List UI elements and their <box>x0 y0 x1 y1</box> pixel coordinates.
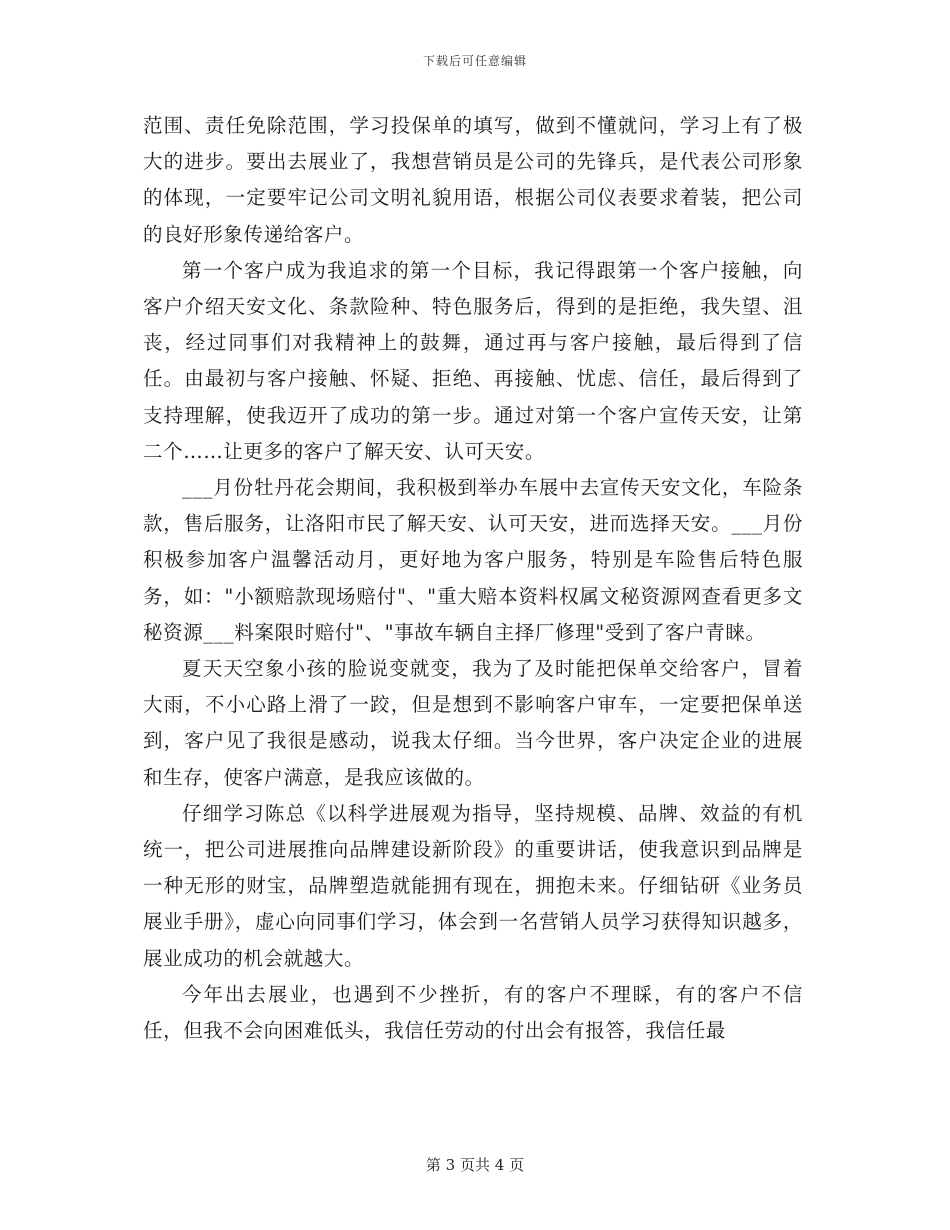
paragraph-1: 范围、责任免除范围，学习投保单的填写，做到不懂就问，学习上有了极大的进步。要出去展业了，我想营销员是公司的先锋兵，是代表公司形象的体现，一定要牢记公司文明礼貌用语，根据公司仪表要求着装，把公司的良好形象传递给客户。 <box>143 114 803 246</box>
paragraph-3: ___月份牡丹花会期间，我积极到举办车展中去宣传天安文化，车险条款，售后服务，让洛阳市民了解天安、认可天安，进而选择天安。___月份积极参加客户温馨活动月，更好地为客户服务，特别是车险售后特色服务，如："小额赔款现场赔付"、"重大赔本资料权属文秘资源网查看更多文秘资源___料案限时赔付"、"事故车辆自主择厂修理"受到了客户青睐。 <box>143 476 803 644</box>
paragraph-2: 第一个客户成为我追求的第一个目标，我记得跟第一个客户接触，向客户介绍天安文化、条款险种、特色服务后，得到的是拒绝，我失望、沮丧，经过同事们对我精神上的鼓舞，通过再与客户接触，最后得到了信任。由最初与客户接触、怀疑、拒绝、再接触、忧虑、信任，最后得到了支持理解，使我迈开了成功的第一步。通过对第一个客户宣传天安，让第二个……让更多的客户了解天安、认可天安。 <box>143 258 803 463</box>
document-body <box>143 108 803 1049</box>
page-header: 下载后可任意编辑 <box>422 54 527 68</box>
paragraph-4: 夏天天空象小孩的脸说变就变，我为了及时能把保单交给客户，冒着大雨，不小心路上滑了一跤，但是想到不影响客户审车，一定要把保单送到，客户见了我很是感动，说我太仔细。当今世界，客户决定企业的进展和生存，使客户满意，是我应该做的。 <box>143 657 803 789</box>
paragraph-6: 今年出去展业，也遇到不少挫折，有的客户不理睬，有的客户不信任，但我不会向困难低头，我信任劳动的付出会有报答，我信任最 <box>143 982 803 1043</box>
paragraph-5: 仔细学习陈总《以科学进展观为指导，坚持规模、品牌、效益的有机统一，把公司进展推向品牌建设新阶段》的重要讲话，使我意识到品牌是一种无形的财宝，品牌塑造就能拥有现在，拥抱未来。仔细钻研《业务员展业手册》，虚心向同事们学习，体会到一名营销人员学习获得知识越多，展业成功的机会就越大。 <box>143 801 803 970</box>
page-footer: 第 3 页共 4 页 <box>425 1156 525 1174</box>
